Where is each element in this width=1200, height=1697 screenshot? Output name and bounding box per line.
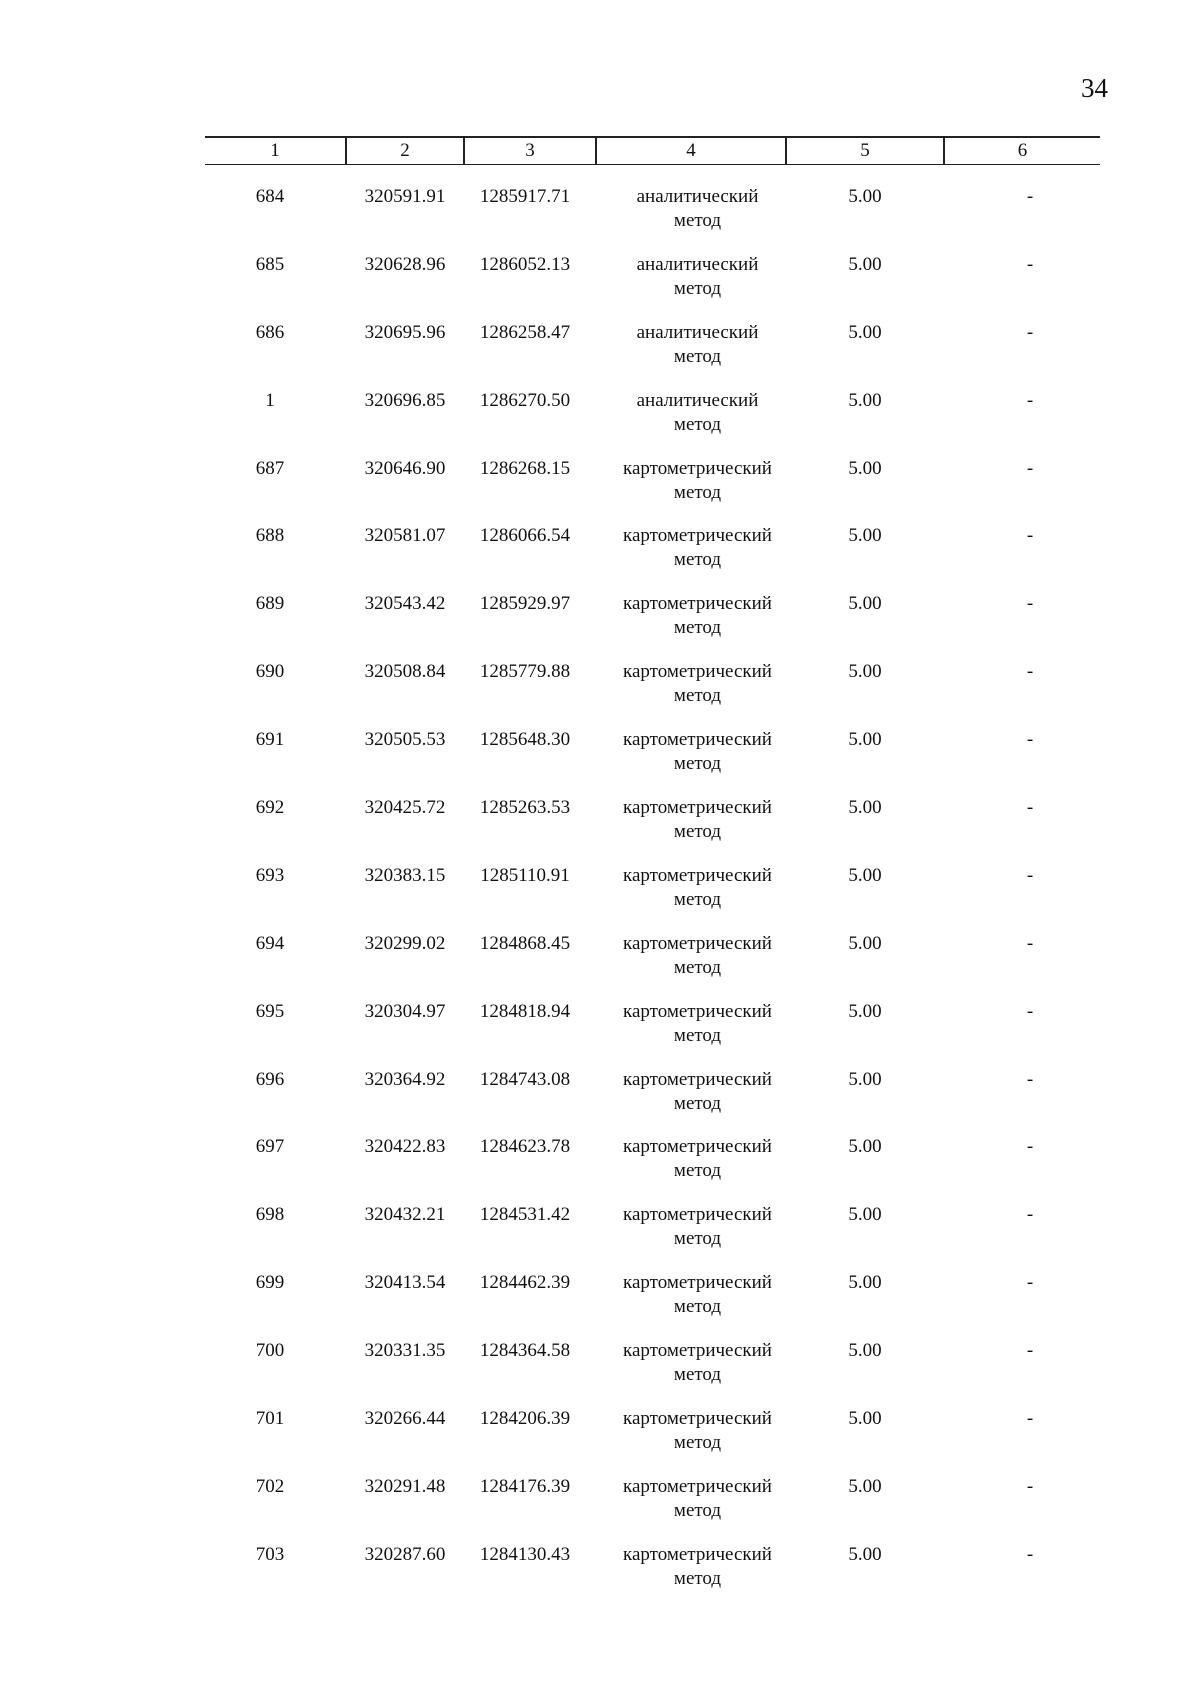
point-number-cell: 693: [255, 864, 285, 886]
x-coordinate-cell: 320508.84: [364, 661, 446, 683]
point-number-cell: 701: [255, 1408, 285, 1430]
x-coordinate-cell: 320299.02: [364, 932, 446, 954]
x-coordinate-cell: 320383.15: [364, 864, 446, 886]
method-text: метод: [673, 549, 722, 571]
description-cell: -: [1026, 1136, 1034, 1158]
description-cell: -: [1026, 593, 1034, 615]
method-text: метод: [673, 345, 722, 367]
point-number-cell: 692: [255, 797, 285, 819]
description-cell: -: [1026, 1068, 1034, 1090]
x-coordinate-cell: 320425.72: [364, 797, 446, 819]
method-text: метод: [673, 413, 722, 435]
description-cell: -: [1026, 1408, 1034, 1430]
description-cell: -: [1026, 186, 1034, 207]
x-coordinate-cell: 320432.21: [364, 1204, 446, 1226]
y-coordinate-cell: 1286270.50: [479, 389, 571, 411]
method-text: метод: [673, 753, 722, 775]
method-cell: [590, 1543, 805, 1591]
method-text: картометрический: [623, 1204, 772, 1226]
accuracy-cell: 5.00: [848, 932, 882, 954]
y-coordinate-cell: 1285648.30: [479, 729, 571, 751]
description-cell: -: [1026, 321, 1034, 343]
method-cell: [590, 1339, 805, 1387]
y-coordinate-cell: 1285917.71: [479, 186, 571, 207]
method-text: картометрический: [623, 661, 772, 683]
x-coordinate-cell: 320266.44: [364, 1408, 446, 1430]
header-cell-5: 5: [860, 140, 870, 161]
method-cell: [590, 389, 805, 437]
method-cell: [590, 1271, 805, 1319]
y-coordinate-cell: 1284130.43: [479, 1543, 571, 1565]
y-coordinate-cell: 1284206.39: [479, 1408, 571, 1430]
header-cell-2: 2: [400, 140, 410, 161]
table-row: [205, 1135, 1100, 1203]
x-coordinate-cell: 320422.83: [364, 1136, 446, 1158]
method-cell: [590, 660, 805, 708]
table-row: [205, 592, 1100, 660]
method-cell: [590, 728, 805, 776]
description-cell: -: [1026, 1000, 1034, 1022]
accuracy-cell: 5.00: [848, 1543, 882, 1565]
method-text: картометрический: [623, 1000, 772, 1022]
point-number-cell: 695: [255, 1000, 285, 1022]
table-row: [205, 864, 1100, 932]
method-text: картометрический: [623, 1272, 772, 1294]
description-cell: -: [1026, 729, 1034, 751]
table-row: [205, 457, 1100, 525]
point-number-cell: 1: [265, 389, 275, 411]
description-cell: -: [1026, 457, 1034, 479]
page-number: 34: [1081, 73, 1108, 103]
method-text: картометрический: [623, 1408, 772, 1430]
table-row: [205, 932, 1100, 1000]
y-coordinate-cell: 1284623.78: [479, 1136, 571, 1158]
point-number-cell: 685: [255, 253, 285, 275]
method-text: метод: [673, 1567, 722, 1589]
method-cell: [590, 1407, 805, 1455]
point-number-cell: 696: [255, 1068, 285, 1090]
method-text: картометрический: [623, 1543, 772, 1565]
table-header: [205, 136, 1100, 165]
accuracy-cell: 5.00: [848, 1000, 882, 1022]
method-text: аналитический: [636, 253, 759, 275]
method-text: метод: [673, 481, 722, 503]
method-text: картометрический: [623, 525, 772, 547]
y-coordinate-cell: 1284818.94: [479, 1000, 571, 1022]
method-text: метод: [673, 1228, 722, 1250]
method-text: метод: [673, 1092, 722, 1114]
accuracy-cell: 5.00: [848, 186, 882, 207]
point-number-cell: 700: [255, 1340, 285, 1362]
point-number-cell: 687: [255, 457, 285, 479]
y-coordinate-cell: 1284868.45: [479, 932, 571, 954]
description-cell: -: [1026, 253, 1034, 275]
accuracy-cell: 5.00: [848, 593, 882, 615]
y-coordinate-cell: 1284462.39: [479, 1272, 571, 1294]
x-coordinate-cell: 320364.92: [364, 1068, 446, 1090]
method-text: метод: [673, 617, 722, 639]
description-cell: -: [1026, 1543, 1034, 1565]
x-coordinate-cell: 320696.85: [364, 389, 446, 411]
table-row: [205, 1271, 1100, 1339]
description-cell: -: [1026, 1340, 1034, 1362]
y-coordinate-cell: 1285779.88: [479, 661, 571, 683]
header-cell-6: 6: [1017, 140, 1028, 161]
method-text: аналитический: [636, 321, 759, 343]
accuracy-cell: 5.00: [848, 1408, 882, 1430]
method-text: метод: [673, 685, 722, 707]
table-row: [205, 524, 1100, 592]
description-cell: -: [1026, 932, 1034, 954]
table-row: [205, 185, 1100, 253]
point-number-cell: 688: [255, 525, 285, 547]
header-cell-4: 4: [686, 140, 696, 161]
method-cell: [590, 1068, 805, 1116]
x-coordinate-cell: 320287.60: [364, 1543, 446, 1565]
method-cell: [590, 1000, 805, 1048]
method-cell: [590, 932, 805, 980]
accuracy-cell: 5.00: [848, 253, 882, 275]
table-row: [205, 728, 1100, 796]
accuracy-cell: 5.00: [848, 389, 882, 411]
method-cell: [590, 253, 805, 301]
method-cell: [590, 592, 805, 640]
x-coordinate-cell: 320628.96: [364, 253, 446, 275]
table-row: [205, 253, 1100, 321]
y-coordinate-cell: 1284531.42: [479, 1204, 571, 1226]
method-text: метод: [673, 956, 722, 978]
method-cell: [590, 1475, 805, 1523]
point-number-cell: 690: [255, 661, 285, 683]
accuracy-cell: 5.00: [848, 1272, 882, 1294]
method-text: картометрический: [623, 797, 772, 819]
accuracy-cell: 5.00: [848, 457, 882, 479]
method-text: метод: [673, 210, 722, 231]
accuracy-cell: 5.00: [848, 525, 882, 547]
point-number-cell: 684: [255, 186, 285, 207]
y-coordinate-cell: 1285263.53: [479, 797, 571, 819]
description-cell: -: [1026, 1272, 1034, 1294]
table-row: [205, 1543, 1100, 1611]
y-coordinate-cell: 1286258.47: [479, 321, 571, 343]
accuracy-cell: 5.00: [848, 864, 882, 886]
y-coordinate-cell: 1285929.97: [479, 593, 571, 615]
point-number-cell: 689: [255, 593, 285, 615]
header-cell-3: 3: [525, 140, 535, 161]
method-text: картометрический: [623, 1136, 772, 1158]
description-cell: -: [1026, 1204, 1034, 1226]
method-text: метод: [673, 1364, 722, 1386]
point-number-cell: 702: [255, 1475, 285, 1497]
method-text: метод: [673, 821, 722, 843]
description-cell: -: [1026, 797, 1034, 819]
x-coordinate-cell: 320304.97: [364, 1000, 446, 1022]
method-cell: [590, 457, 805, 505]
x-coordinate-cell: 320543.42: [364, 593, 446, 615]
method-text: картометрический: [623, 593, 772, 615]
coordinates-table-body: [205, 185, 1100, 1611]
x-coordinate-cell: 320413.54: [364, 1272, 446, 1294]
table-row: [205, 1000, 1100, 1068]
table-row: [205, 321, 1100, 389]
y-coordinate-cell: 1286066.54: [479, 525, 571, 547]
method-text: метод: [673, 1499, 722, 1521]
x-coordinate-cell: 320646.90: [364, 457, 446, 479]
method-text: картометрический: [623, 864, 772, 886]
description-cell: -: [1026, 525, 1034, 547]
point-number-cell: 686: [255, 321, 285, 343]
description-cell: -: [1026, 864, 1034, 886]
method-cell: [590, 864, 805, 912]
method-text: метод: [673, 277, 722, 299]
point-number-cell: 699: [255, 1272, 285, 1294]
accuracy-cell: 5.00: [848, 1475, 882, 1497]
method-text: метод: [673, 1296, 722, 1318]
accuracy-cell: 5.00: [848, 797, 882, 819]
accuracy-cell: 5.00: [848, 321, 882, 343]
point-number-cell: 691: [255, 729, 285, 751]
accuracy-cell: 5.00: [848, 1136, 882, 1158]
method-cell: [590, 796, 805, 844]
point-number-cell: 697: [255, 1136, 285, 1158]
description-cell: -: [1026, 389, 1034, 411]
x-coordinate-cell: 320695.96: [364, 321, 446, 343]
method-text: картометрический: [623, 457, 772, 479]
method-text: картометрический: [623, 1475, 772, 1497]
table-row: [205, 796, 1100, 864]
method-text: метод: [673, 1024, 722, 1046]
method-cell: [590, 321, 805, 369]
table-row: [205, 1339, 1100, 1407]
table-row: [205, 389, 1100, 457]
x-coordinate-cell: 320331.35: [364, 1340, 446, 1362]
table-row: [205, 1203, 1100, 1271]
method-text: метод: [673, 888, 722, 910]
method-text: метод: [673, 1160, 722, 1182]
method-text: аналитический: [636, 389, 759, 411]
table-row: [205, 1068, 1100, 1136]
x-coordinate-cell: 320291.48: [364, 1475, 446, 1497]
point-number-cell: 703: [255, 1543, 285, 1565]
method-text: метод: [673, 1432, 722, 1454]
header-cell-1: 1: [270, 140, 280, 161]
accuracy-cell: 5.00: [848, 1068, 882, 1090]
point-number-cell: 698: [255, 1204, 285, 1226]
y-coordinate-cell: 1284364.58: [479, 1340, 571, 1362]
method-cell: [590, 1135, 805, 1183]
description-cell: -: [1026, 1475, 1034, 1497]
accuracy-cell: 5.00: [848, 729, 882, 751]
y-coordinate-cell: 1285110.91: [480, 864, 570, 886]
method-text: картометрический: [623, 1340, 772, 1362]
x-coordinate-cell: 320581.07: [364, 525, 446, 547]
x-coordinate-cell: 320505.53: [364, 729, 446, 751]
y-coordinate-cell: 1286052.13: [479, 253, 571, 275]
point-number-cell: 694: [255, 932, 285, 954]
y-coordinate-cell: 1284743.08: [479, 1068, 571, 1090]
method-cell: [590, 1203, 805, 1251]
method-text: картометрический: [623, 932, 772, 954]
x-coordinate-cell: 320591.91: [364, 186, 446, 207]
accuracy-cell: 5.00: [848, 1204, 882, 1226]
accuracy-cell: 5.00: [848, 661, 882, 683]
accuracy-cell: 5.00: [848, 1340, 882, 1362]
description-cell: -: [1026, 661, 1034, 683]
table-row: [205, 1407, 1100, 1475]
y-coordinate-cell: 1284176.39: [479, 1475, 571, 1497]
table-row: [205, 1475, 1100, 1543]
method-text: картометрический: [623, 729, 772, 751]
method-cell: [590, 185, 805, 233]
method-text: картометрический: [623, 1068, 772, 1090]
method-text: аналитический: [636, 186, 759, 207]
y-coordinate-cell: 1286268.15: [479, 457, 571, 479]
method-cell: [590, 524, 805, 572]
table-row: [205, 660, 1100, 728]
